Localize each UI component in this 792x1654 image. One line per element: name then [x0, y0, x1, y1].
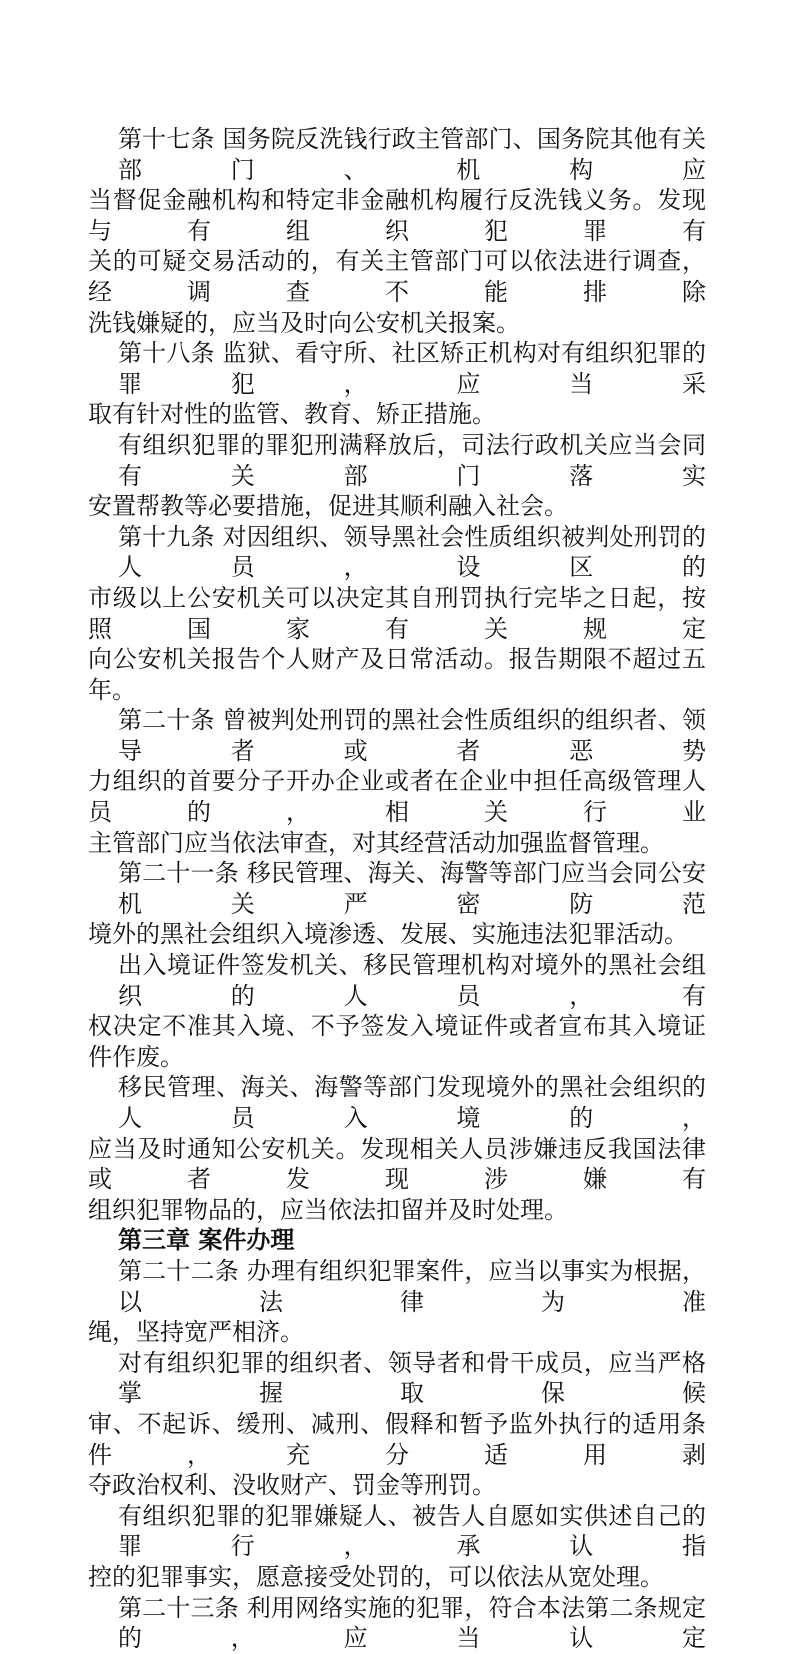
chapter-heading-text: 第三章 案件办理 [118, 1226, 295, 1255]
paragraph-line: 向公安机关报告个人财产及日常活动。报告期限不超过五年。 [88, 645, 706, 704]
paragraph [88, 1072, 706, 1225]
paragraph-line: 第二十三条 利用网络实施的犯罪，符合本法第二条规定的，应当认定 [118, 1593, 706, 1653]
paragraph-line: 力组织的首要分子开办企业或者在企业中担任高级管理人员的，相关行业 [88, 767, 706, 827]
paragraph-line: 洗钱嫌疑的，应当及时向公安机关报案。 [88, 308, 520, 337]
paragraph [88, 950, 706, 1072]
chapter-heading [88, 1225, 706, 1256]
paragraph-line: 安置帮教等必要措施，促进其顺利融入社会。 [88, 492, 568, 521]
paragraph-line: 审、不起诉、缓刑、减刑、假释和暂予监外执行的适用条件，充分适用剥 [88, 1409, 706, 1469]
paragraph-line: 有组织犯罪的罪犯刑满释放后，司法行政机关应当会同有关部门落实 [118, 430, 706, 490]
paragraph [88, 1501, 706, 1593]
paragraph [88, 430, 706, 522]
paragraph [88, 124, 706, 338]
paragraph-line: 主管部门应当依法审查，对其经营活动加强监督管理。 [88, 828, 664, 857]
paragraph-line: 绳，坚持宽严相济。 [88, 1318, 304, 1347]
paragraph-line: 境外的黑社会组织入境渗透、发展、实施违法犯罪活动。 [88, 920, 688, 949]
paragraph-line: 当督促金融机构和特定非金融机构履行反洗钱义务。发现与有组织犯罪有 [88, 186, 706, 245]
paragraph-line: 取有针对性的监管、教育、矫正措施。 [88, 400, 496, 429]
paragraph-line: 第十九条 对因组织、领导黑社会性质组织被判处刑罚的人员，设区的 [118, 522, 706, 582]
paragraph-line: 权决定不准其入境、不予签发入境证件或者宣布其入境证件作废。 [88, 1012, 706, 1071]
paragraph-line: 应当及时通知公安机关。发现相关人员涉嫌违反我国法律或者发现涉嫌有 [88, 1134, 706, 1194]
paragraph-line: 市级以上公安机关可以决定其自刑罚执行完毕之日起，按照国家有关规定 [88, 583, 706, 643]
paragraph-line: 出入境证件签发机关、移民管理机构对境外的黑社会组织的人员，有 [118, 951, 706, 1010]
paragraph [88, 1256, 706, 1348]
paragraph-line: 有组织犯罪的犯罪嫌疑人、被告人自愿如实供述自己的罪行，承认指 [118, 1501, 706, 1561]
paragraph-line: 控的犯罪事实，愿意接受处罚的，可以依法从宽处理。 [88, 1562, 664, 1591]
paragraph [88, 338, 706, 430]
paragraph-line: 第十八条 监狱、看守所、社区矫正机构对有组织犯罪的罪犯，应当采 [118, 339, 706, 398]
paragraph-line: 组织犯罪物品的，应当依法扣留并及时处理。 [88, 1195, 568, 1224]
paragraph-line: 对有组织犯罪的组织者、领导者和骨干成员，应当严格掌握取保候 [118, 1348, 706, 1408]
paragraph-line: 第十七条 国务院反洗钱行政主管部门、国务院其他有关部门、机构应 [118, 125, 706, 184]
paragraph [88, 858, 706, 950]
paragraph-line: 夺政治权利、没收财产、罚金等刑罚。 [88, 1471, 496, 1500]
paragraph-line: 移民管理、海关、海警等部门发现境外的黑社会组织的人员入境的， [118, 1073, 706, 1132]
paragraph [88, 1593, 706, 1654]
paragraph [88, 522, 706, 706]
paragraph [88, 1348, 706, 1501]
paragraph-line: 关的可疑交易活动的，有关主管部门可以依法进行调查，经调查不能排除 [88, 247, 706, 306]
paragraph-line: 第二十一条 移民管理、海关、海警等部门应当会同公安机关严密防范 [118, 859, 706, 918]
document-page [88, 124, 706, 1654]
paragraph [88, 705, 706, 858]
paragraph-line: 第二十二条 办理有组织犯罪案件，应当以事实为根据，以法律为准 [118, 1256, 706, 1316]
paragraph-line: 第二十条 曾被判处刑罚的黑社会性质组织的组织者、领导者或者恶势 [118, 706, 706, 765]
